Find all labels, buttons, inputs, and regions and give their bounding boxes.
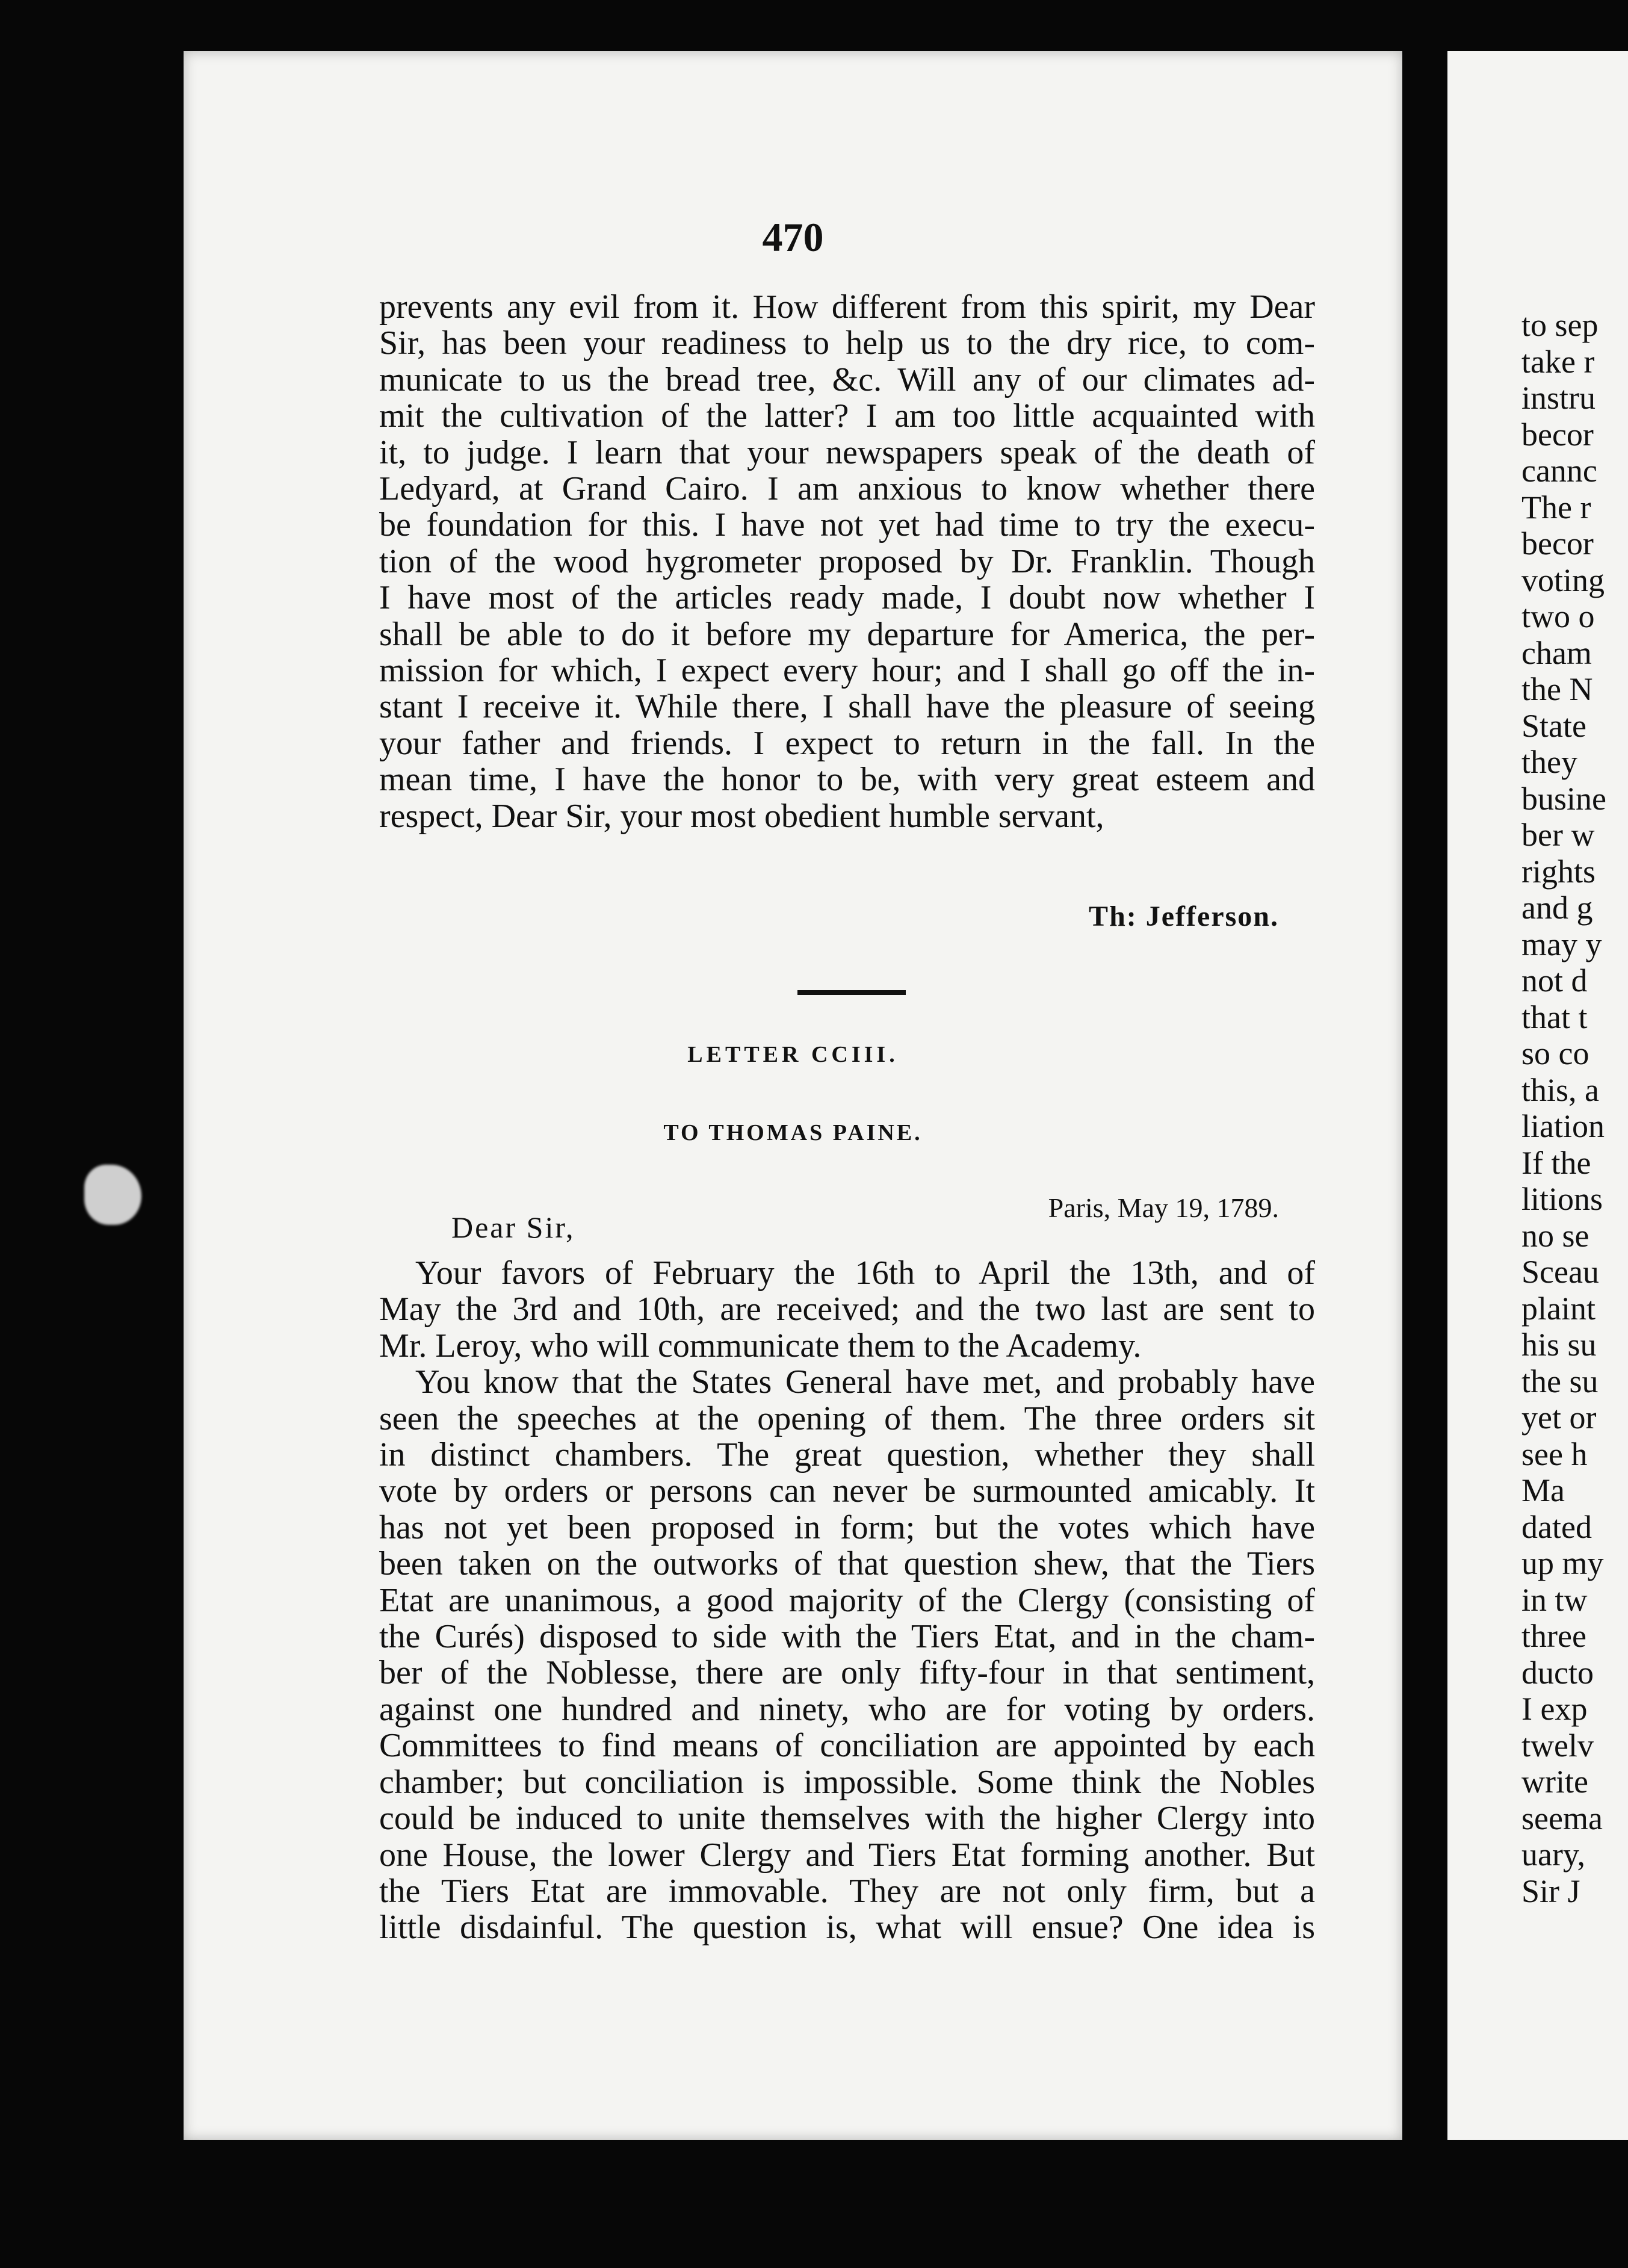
right-page-line: Sceau [1521, 1254, 1599, 1290]
letter-closing-paragraph [379, 289, 1315, 834]
text-line: it, to judge. I learn that your newspapers speak of the death of [379, 433, 1315, 471]
page-number: 470 [762, 214, 824, 260]
text-line: vote by orders or persons can never be surmounted amicably. It [379, 1472, 1315, 1510]
text-line: chamber; but conciliation is impossible. Some think the Nobles [379, 1763, 1315, 1801]
text-line: stant I receive it. While there, I shall have the pleasure of seeing [379, 688, 1315, 726]
text-line: be foundation for this. I have not yet had time to try the execu- [379, 506, 1315, 544]
text-line: shall be able to do it before my departure for America, the per- [379, 615, 1315, 653]
text-line: mit the cultivation of the latter? I am too little acquainted with [379, 397, 1315, 435]
letter-body [379, 1255, 1315, 1946]
right-page-line: If the [1521, 1144, 1591, 1181]
right-page-line: State [1521, 707, 1586, 744]
right-page-line: becor [1521, 525, 1594, 562]
paper-damage-spot [84, 1165, 141, 1225]
text-line: You know that the States General have met, and probably have [415, 1363, 1315, 1401]
text-line: your father and friends. I expect to return in the fall. In the [379, 724, 1315, 762]
right-page-line: yet or [1521, 1399, 1597, 1436]
right-page-line: ber w [1521, 817, 1595, 853]
right-page-line: they [1521, 744, 1577, 780]
right-page-line: up my [1521, 1545, 1604, 1581]
right-page-line: in tw [1521, 1581, 1588, 1618]
text-line: ber of the Noblesse, there are only fifty-four in that sentiment, [379, 1654, 1315, 1692]
right-page-line: voting [1521, 562, 1605, 598]
text-line: I have most of the articles ready made, I doubt now whether I [379, 579, 1315, 617]
right-page-line: cham [1521, 634, 1592, 671]
text-line: Etat are unanimous, a good majority of the Clergy (consisting of [379, 1581, 1315, 1619]
right-page-line: may y [1521, 926, 1602, 962]
right-page-line: The r [1521, 489, 1591, 525]
text-line: Sir, has been your readiness to help us to the dry rice, to com- [379, 324, 1315, 362]
letter-heading: LETTER CCIII. [687, 1042, 899, 1067]
section-divider [797, 990, 906, 995]
text-line: the Tiers Etat are immovable. They are not only firm, but a [379, 1872, 1315, 1910]
right-page-line: this, a [1521, 1071, 1599, 1108]
right-page-line: I exp [1521, 1691, 1588, 1727]
dateline: Paris, May 19, 1789. [1048, 1192, 1279, 1223]
text-line: Mr. Leroy, who will communicate them to the Academy. [379, 1327, 1142, 1365]
right-page-line: write [1521, 1764, 1588, 1800]
right-page-line: the su [1521, 1363, 1599, 1399]
right-page-line: see h [1521, 1436, 1588, 1472]
right-page-line: becor [1521, 416, 1594, 453]
right-page-text [1521, 307, 1606, 1909]
right-page-line: busine [1521, 780, 1606, 817]
recipient-heading: TO THOMAS PAINE. [663, 1120, 923, 1145]
text-line: prevents any evil from it. How different from this spirit, my Dear [379, 288, 1315, 326]
text-line: mean time, I have the honor to be, with very great esteem and [379, 761, 1315, 799]
text-line: seen the speeches at the opening of them. The three orders sit [379, 1399, 1315, 1437]
right-page-line: to sep [1521, 307, 1599, 343]
right-page-line: Sir J [1521, 1873, 1580, 1909]
signature: Th: Jefferson. [1089, 900, 1279, 932]
right-page-line: uary, [1521, 1836, 1585, 1873]
text-line: little disdainful. The question is, what will ensue? One idea is [379, 1909, 1315, 1947]
right-page-line: instru [1521, 380, 1596, 416]
text-line: could be induced to unite themselves with the higher Clergy into [379, 1800, 1315, 1838]
text-line: mission for which, I expect every hour; and I shall go off the in- [379, 652, 1315, 690]
text-line: has not yet been proposed in form; but the votes which have [379, 1508, 1315, 1546]
right-page-line: liation [1521, 1108, 1605, 1144]
text-line: Your favors of February the 16th to April the 13th, and of [415, 1254, 1315, 1292]
right-page-line: the N [1521, 671, 1593, 707]
right-page-line: rights [1521, 853, 1596, 890]
right-page-line: and g [1521, 890, 1593, 926]
book-page-left [184, 51, 1402, 2140]
right-page-line: plaint [1521, 1290, 1596, 1327]
right-page-line: so co [1521, 1035, 1589, 1071]
right-page-line: twelv [1521, 1727, 1594, 1764]
text-line: in distinct chambers. The great question, whether they shall [379, 1436, 1315, 1474]
text-line: Ledyard, at Grand Cairo. I am anxious to know whether there [379, 470, 1315, 508]
text-line: been taken on the outworks of that question shew, that the Tiers [379, 1545, 1315, 1583]
text-line: Committees to find means of conciliation are appointed by each [379, 1727, 1315, 1765]
right-page-line: that t [1521, 999, 1588, 1035]
right-page-line: cannc [1521, 453, 1597, 489]
salutation: Dear Sir, [451, 1210, 575, 1244]
right-page-line: ducto [1521, 1654, 1594, 1691]
text-line: tion of the wood hygrometer proposed by Dr. Franklin. Though [379, 542, 1315, 580]
text-line: respect, Dear Sir, your most obedient humble servant, [379, 797, 1104, 835]
right-page-line: not d [1521, 962, 1588, 999]
right-page-line: two o [1521, 598, 1595, 634]
text-line: the Curés) disposed to side with the Tiers Etat, and in the cham- [379, 1618, 1315, 1656]
text-line: municate to us the bread tree, &c. Will any of our climates ad- [379, 361, 1315, 398]
right-page-line: seema [1521, 1800, 1603, 1836]
right-page-line: take r [1521, 343, 1595, 380]
text-line: one House, the lower Clergy and Tiers Etat forming another. But [379, 1836, 1315, 1874]
right-page-line: Ma [1521, 1472, 1565, 1508]
right-page-line: three [1521, 1618, 1586, 1654]
text-line: against one hundred and ninety, who are for voting by orders. [379, 1690, 1315, 1728]
right-page-line: litions [1521, 1181, 1603, 1217]
right-page-line: his su [1521, 1327, 1597, 1363]
right-page-line: dated [1521, 1508, 1592, 1545]
text-line: May the 3rd and 10th, are received; and the two last are sent to [379, 1290, 1315, 1328]
right-page-line: no se [1521, 1217, 1589, 1254]
